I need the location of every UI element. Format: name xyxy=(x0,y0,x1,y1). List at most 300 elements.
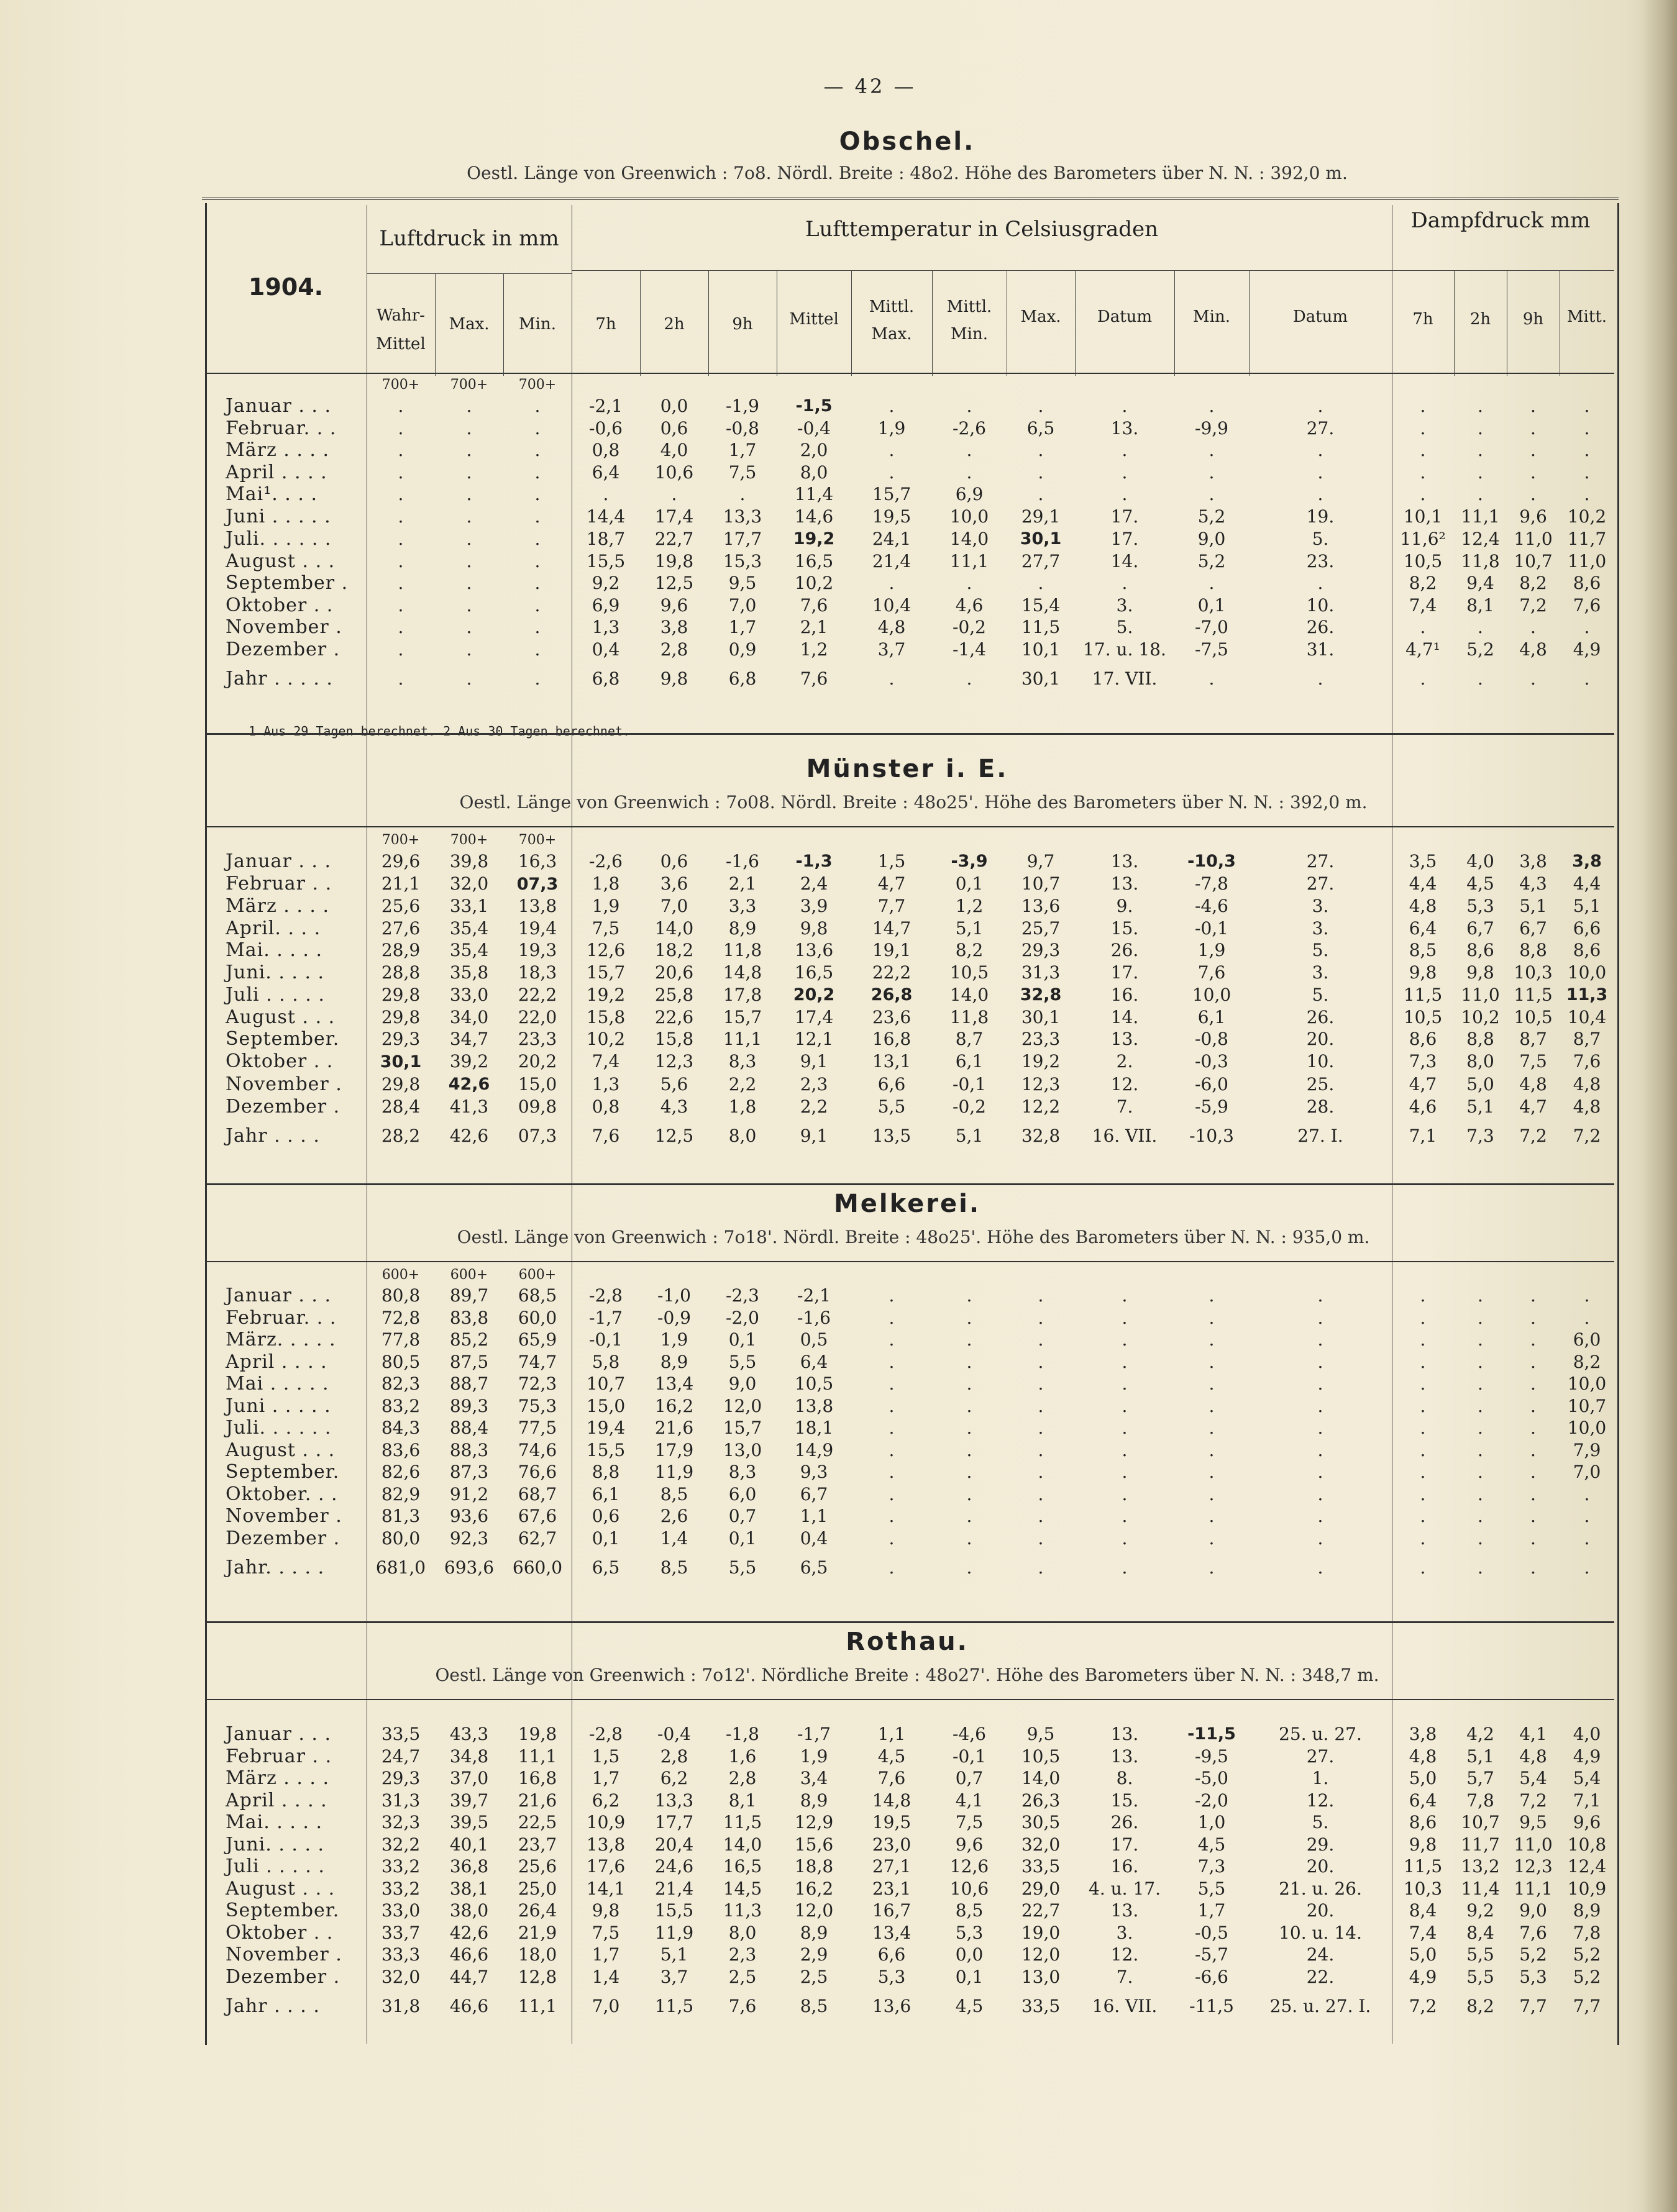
data-cell: 6,1 xyxy=(955,1051,984,1072)
data-cell: 8,0 xyxy=(800,462,828,483)
data-cell: . xyxy=(889,395,895,416)
data-cell: . xyxy=(889,1557,895,1578)
data-cell: 1,7 xyxy=(592,1768,620,1788)
data-cell: 12,3 xyxy=(1514,1856,1553,1877)
data-cell: 28. xyxy=(1306,1096,1335,1117)
data-cell: 8,8 xyxy=(1519,940,1547,960)
data-cell: 8,3 xyxy=(728,1462,757,1482)
data-cell: 3. xyxy=(1312,896,1329,916)
data-cell: 15,4 xyxy=(1021,594,1061,616)
data-cell: 18,0 xyxy=(518,1944,557,1965)
data-cell: . xyxy=(1530,1351,1536,1372)
data-cell: 7,0 xyxy=(1573,1462,1601,1482)
data-cell: 10,7 xyxy=(1567,1395,1607,1416)
data-cell: . xyxy=(534,395,541,416)
data-cell: . xyxy=(1038,1506,1044,1526)
header-rule-druck xyxy=(367,273,572,274)
data-cell: 1,8 xyxy=(728,1096,757,1117)
data-cell: 13. xyxy=(1110,1723,1139,1744)
data-cell: 4,8 xyxy=(1519,639,1547,660)
data-cell: 6,9 xyxy=(592,594,620,616)
month-label: Juni . . . . . xyxy=(226,505,331,527)
data-cell: 11,9 xyxy=(654,1462,694,1482)
data-cell: 9,2 xyxy=(1466,1900,1494,1921)
data-cell: 5,3 xyxy=(877,1966,906,1987)
data-cell: . xyxy=(1038,395,1044,416)
data-cell: . xyxy=(1530,617,1536,637)
data-cell: . xyxy=(1038,573,1044,593)
data-cell: 1,5 xyxy=(592,1745,620,1767)
data-cell: 17. u. 18. xyxy=(1083,639,1166,660)
data-cell: 23,3 xyxy=(518,1029,557,1049)
month-label: Dezember . xyxy=(226,638,340,660)
data-cell: 10,1 xyxy=(1021,639,1061,660)
month-label: November . xyxy=(226,616,342,638)
data-cell: 2,8 xyxy=(660,1745,688,1767)
data-cell: 44,7 xyxy=(449,1966,489,1987)
data-cell: 25,6 xyxy=(381,896,421,916)
data-cell: 77,8 xyxy=(381,1329,421,1350)
data-cell: . xyxy=(1420,440,1426,460)
data-cell: 17,6 xyxy=(586,1856,626,1877)
header-lufttemperatur: Lufttemperatur in Celsiusgraden xyxy=(805,217,1159,242)
data-cell: 5,2 xyxy=(1573,1944,1601,1965)
data-cell: 72,8 xyxy=(381,1307,421,1328)
data-cell: 2,3 xyxy=(800,1073,828,1095)
data-cell: 30,1 xyxy=(1021,668,1061,689)
data-cell: 12,6 xyxy=(949,1856,989,1877)
data-cell: . xyxy=(889,1439,895,1460)
data-cell: 82,6 xyxy=(381,1462,421,1482)
data-cell: 25. u. 27. I. xyxy=(1269,1996,1371,2016)
data-cell: 28,4 xyxy=(381,1096,421,1117)
data-cell: 8,5 xyxy=(660,1483,688,1504)
data-cell: 68,7 xyxy=(518,1483,557,1504)
data-cell: 35,4 xyxy=(449,917,489,939)
base-row-spacer xyxy=(1249,1704,1392,1723)
data-cell: . xyxy=(1122,395,1128,416)
data-cell: 1,9 xyxy=(592,896,620,916)
data-cell: 9,6 xyxy=(1573,1812,1601,1832)
data-cell: 5,4 xyxy=(1573,1768,1601,1788)
data-cell: . xyxy=(889,1483,895,1504)
data-cell: 16,2 xyxy=(794,1878,834,1899)
data-cell: 15. xyxy=(1110,1790,1139,1811)
data-cell: 21. u. 26. xyxy=(1279,1878,1362,1899)
data-cell: . xyxy=(1420,617,1426,637)
data-cell: 5,0 xyxy=(1409,1944,1437,1965)
base-row-spacer xyxy=(1560,1266,1614,1285)
station-subtitle-rothau: Oestl. Länge von Greenwich : 7o12'. Nördliche Breite : 48o27'. Höhe des Barometers über N. N. : 348,7 m. xyxy=(435,1665,1379,1685)
data-cell: 13,4 xyxy=(872,1922,912,1943)
data-cell: 18,8 xyxy=(794,1856,834,1877)
data-cell: -0,9 xyxy=(657,1307,691,1328)
section-divider xyxy=(207,733,1614,735)
data-cell: . xyxy=(1122,1483,1128,1504)
data-cell: . xyxy=(966,1307,972,1328)
month-label: Mai. . . . . xyxy=(226,939,323,961)
month-label: April. . . . xyxy=(226,917,321,939)
data-cell: . xyxy=(466,440,472,460)
data-cell: 07,3 xyxy=(518,1126,557,1146)
data-cell: 15,0 xyxy=(586,1395,626,1416)
base-row-spacer xyxy=(207,376,367,394)
data-cell: . xyxy=(966,1395,972,1416)
data-cell: 4,8 xyxy=(1519,1073,1547,1095)
base-value-cell xyxy=(503,1704,572,1723)
data-cell: 9,5 xyxy=(1519,1812,1547,1832)
base-row-spacer xyxy=(572,1266,640,1285)
data-cell: 92,3 xyxy=(449,1527,489,1549)
data-cell: . xyxy=(1530,1557,1536,1578)
data-cell: 29,8 xyxy=(381,984,421,1005)
data-cell: 1,4 xyxy=(592,1966,620,1987)
data-cell: 42,6 xyxy=(449,1126,489,1146)
base-row-spacer xyxy=(207,831,367,850)
data-cell: . xyxy=(1209,395,1215,416)
data-cell: 15,6 xyxy=(794,1834,834,1855)
data-cell: 13,3 xyxy=(723,506,762,527)
data-cell: . xyxy=(1209,1285,1215,1306)
col-header-temp-9h: 9h xyxy=(732,315,753,334)
table-row xyxy=(207,1878,1614,1900)
base-row-spacer xyxy=(1249,1266,1392,1285)
data-cell: . xyxy=(1209,668,1215,689)
base-row-spacer xyxy=(1075,376,1174,394)
table-base-row xyxy=(207,831,1614,850)
base-value-cell: 600+ xyxy=(518,1267,557,1283)
data-cell: 7,3 xyxy=(1409,1051,1437,1072)
data-cell: 8,9 xyxy=(728,917,757,939)
data-cell: 40,1 xyxy=(449,1834,489,1855)
data-cell: 12,5 xyxy=(654,573,694,593)
data-cell: 9,6 xyxy=(955,1834,984,1855)
data-cell: 12,1 xyxy=(794,1029,834,1049)
section-top-rule xyxy=(207,1261,1614,1262)
data-cell: 16,2 xyxy=(654,1395,694,1416)
data-cell: 22,2 xyxy=(518,984,557,1005)
data-cell: 4,8 xyxy=(1409,896,1437,916)
data-cell: 0,6 xyxy=(660,850,688,872)
data-cell: 17,7 xyxy=(654,1812,694,1832)
month-label: Jahr. . . . . xyxy=(226,1557,325,1578)
data-cell: 33,2 xyxy=(381,1878,421,1899)
data-cell: 10. xyxy=(1306,594,1335,616)
data-cell: 8,4 xyxy=(1466,1922,1494,1943)
base-row-spacer xyxy=(1560,376,1614,394)
data-cell: 1,6 xyxy=(728,1745,757,1767)
base-row-spacer xyxy=(1174,376,1249,394)
data-cell: 26. xyxy=(1306,1006,1335,1027)
data-cell: . xyxy=(466,668,472,689)
data-cell: 681,0 xyxy=(375,1557,426,1578)
table-row xyxy=(207,572,1614,594)
base-row-spacer xyxy=(851,376,932,394)
data-cell: 22,0 xyxy=(518,1006,557,1027)
data-cell: 39,2 xyxy=(449,1051,489,1072)
data-cell: . xyxy=(1584,1506,1590,1526)
month-label: Jahr . . . . xyxy=(226,1995,320,2017)
data-cell: 82,3 xyxy=(381,1373,421,1394)
data-cell: . xyxy=(966,462,972,483)
data-cell: 5,1 xyxy=(955,1126,984,1146)
data-cell: . xyxy=(534,528,541,549)
base-row-spacer xyxy=(572,1704,640,1723)
data-cell: 7,5 xyxy=(592,1922,620,1943)
data-cell: 1,0 xyxy=(1197,1812,1226,1832)
data-cell: 8,0 xyxy=(728,1126,757,1146)
data-cell: 88,3 xyxy=(449,1439,489,1460)
data-cell: . xyxy=(1420,484,1426,504)
data-cell: . xyxy=(966,395,972,416)
data-cell: . xyxy=(889,1418,895,1438)
data-cell: 23,6 xyxy=(872,1006,912,1027)
data-cell: 4,3 xyxy=(660,1096,688,1117)
month-label: Mai. . . . . xyxy=(226,1811,323,1833)
data-cell: . xyxy=(1530,484,1536,504)
base-row-spacer xyxy=(1007,831,1075,850)
data-cell: 7,7 xyxy=(1519,1996,1547,2016)
base-row-spacer xyxy=(708,831,777,850)
data-cell: 12,3 xyxy=(1021,1073,1061,1095)
data-cell: . xyxy=(889,1506,895,1526)
data-cell: . xyxy=(1530,668,1536,689)
data-cell: . xyxy=(1209,1439,1215,1460)
data-cell: . xyxy=(1209,1527,1215,1549)
data-cell: 10,7 xyxy=(1021,873,1061,894)
data-cell: 11,0 xyxy=(1567,550,1607,571)
base-row-spacer xyxy=(932,376,1007,394)
data-cell: . xyxy=(1122,1506,1128,1526)
data-cell: . xyxy=(534,617,541,637)
data-cell: 32,2 xyxy=(381,1834,421,1855)
data-cell: . xyxy=(603,484,609,504)
data-cell: . xyxy=(889,1285,895,1306)
data-cell: 10,5 xyxy=(949,962,989,983)
data-cell: 14,4 xyxy=(586,506,626,527)
data-cell: 19,2 xyxy=(586,984,626,1005)
data-cell: . xyxy=(1478,1329,1483,1350)
data-cell: -0,4 xyxy=(797,417,831,439)
data-cell: . xyxy=(398,594,404,616)
data-cell: 9,8 xyxy=(1466,962,1494,983)
data-cell: . xyxy=(1209,1483,1215,1504)
footnote-obschel: 1 Aus 29 Tagen berechnet. 2 Aus 30 Tagen berechnet. xyxy=(249,724,631,739)
data-cell: 32,8 xyxy=(1021,1126,1061,1146)
base-row-spacer xyxy=(1392,831,1454,850)
data-cell: 60,0 xyxy=(518,1307,557,1328)
data-cell: 17,4 xyxy=(654,506,694,527)
data-cell: 14. xyxy=(1110,1006,1139,1027)
data-cell: 6,8 xyxy=(592,668,620,689)
data-cell: . xyxy=(1478,1506,1483,1526)
data-cell: 4,9 xyxy=(1573,639,1601,660)
data-cell: 9,0 xyxy=(728,1373,757,1394)
data-cell: 10,0 xyxy=(1192,984,1231,1005)
data-cell: 9,8 xyxy=(1409,1834,1437,1855)
data-cell: 8,0 xyxy=(1466,1051,1494,1072)
data-cell: 13,0 xyxy=(1021,1966,1061,1987)
data-cell: . xyxy=(466,573,472,593)
data-cell: 10,9 xyxy=(586,1812,626,1832)
data-cell: 75,3 xyxy=(518,1395,557,1416)
data-cell: 14,7 xyxy=(872,917,912,939)
data-cell: 5. xyxy=(1312,984,1329,1005)
data-cell: 7,8 xyxy=(1573,1922,1601,1943)
data-cell: 5,6 xyxy=(660,1073,688,1095)
base-value-cell: 700+ xyxy=(382,377,420,393)
data-cell: . xyxy=(1209,484,1215,504)
base-row-spacer xyxy=(851,1266,932,1285)
data-cell: . xyxy=(1420,1351,1426,1372)
data-cell: 11,4 xyxy=(794,484,834,504)
data-cell: . xyxy=(466,395,472,416)
data-cell: 12,0 xyxy=(723,1395,762,1416)
data-cell: . xyxy=(966,1373,972,1394)
data-cell: 7,3 xyxy=(1466,1126,1494,1146)
data-cell: 25. xyxy=(1306,1073,1335,1095)
data-cell: . xyxy=(466,550,472,571)
data-cell: 0,1 xyxy=(592,1527,620,1549)
data-cell: 19,8 xyxy=(518,1723,557,1744)
month-label: Jahr . . . . . xyxy=(226,668,333,690)
data-cell: 3,5 xyxy=(1409,850,1437,872)
data-cell: . xyxy=(1584,462,1590,483)
data-cell: . xyxy=(1122,484,1128,504)
data-cell: 18,2 xyxy=(654,940,694,960)
data-cell: 33,3 xyxy=(381,1944,421,1965)
data-cell: 16,7 xyxy=(872,1900,912,1921)
data-cell: 29. xyxy=(1306,1834,1335,1855)
base-row-spacer xyxy=(708,1704,777,1723)
data-cell: 13,5 xyxy=(872,1126,912,1146)
data-cell: 9,8 xyxy=(592,1900,620,1921)
table-row xyxy=(207,939,1614,962)
data-cell: . xyxy=(398,528,404,549)
data-cell: 0,6 xyxy=(660,417,688,439)
data-cell: 9,6 xyxy=(1519,506,1547,527)
table-row xyxy=(207,1050,1614,1073)
data-cell: . xyxy=(1038,1373,1044,1394)
data-cell: . xyxy=(1209,1351,1215,1372)
data-cell xyxy=(777,527,851,550)
month-label: Oktober . . xyxy=(226,1050,334,1072)
base-row-spacer xyxy=(777,1704,851,1723)
data-cell: 9,3 xyxy=(800,1462,828,1482)
data-cell: 0,8 xyxy=(592,1096,620,1117)
data-cell: 8,9 xyxy=(800,1790,828,1811)
data-cell: . xyxy=(1530,1462,1536,1482)
data-cell: . xyxy=(1420,1557,1426,1578)
table-row xyxy=(207,1073,1614,1096)
data-cell: 15. xyxy=(1110,917,1139,939)
data-cell: . xyxy=(398,506,404,527)
data-cell: . xyxy=(1209,1329,1215,1350)
data-cell: 10,3 xyxy=(1514,962,1553,983)
data-cell: . xyxy=(1122,1527,1128,1549)
data-cell: 31,3 xyxy=(1021,962,1061,983)
data-cell: -6,6 xyxy=(1195,1966,1228,1987)
data-cell: 7,2 xyxy=(1519,594,1547,616)
bold-value: -1,3 xyxy=(795,852,833,871)
data-cell: 62,7 xyxy=(518,1527,557,1549)
month-label: März . . . . xyxy=(226,895,330,917)
data-cell: 2,0 xyxy=(800,440,828,460)
data-cell: . xyxy=(1530,417,1536,439)
data-cell: 7,0 xyxy=(660,896,688,916)
data-cell: 33,5 xyxy=(1021,1996,1061,2016)
data-cell: 3,6 xyxy=(660,873,688,894)
data-cell: 9,6 xyxy=(660,594,688,616)
bold-value: 20,2 xyxy=(793,985,835,1004)
base-row-spacer xyxy=(1392,376,1454,394)
bold-value: 30,1 xyxy=(1020,529,1062,548)
data-cell: 33,0 xyxy=(381,1900,421,1921)
data-cell: . xyxy=(1122,1557,1128,1578)
data-cell: 4,0 xyxy=(660,440,688,460)
data-cell: 39,7 xyxy=(449,1790,489,1811)
data-cell: 2,1 xyxy=(800,617,828,637)
data-cell: 6,2 xyxy=(592,1790,620,1811)
data-cell: . xyxy=(1038,1483,1044,1504)
data-cell: 10,9 xyxy=(1567,1878,1607,1899)
data-cell: 7,5 xyxy=(728,462,757,483)
data-cell: 72,3 xyxy=(518,1373,557,1394)
data-cell: 68,5 xyxy=(518,1285,557,1306)
data-cell: -0,4 xyxy=(657,1723,691,1744)
data-cell: 10,5 xyxy=(1403,550,1443,571)
data-cell: -0,1 xyxy=(589,1329,623,1350)
data-cell: 19,5 xyxy=(872,506,912,527)
table-row xyxy=(207,1723,1614,1745)
data-cell xyxy=(1560,983,1614,1006)
data-cell: -0,3 xyxy=(1195,1051,1228,1072)
data-cell: 1,4 xyxy=(660,1527,688,1549)
data-cell: . xyxy=(1038,1557,1044,1578)
data-cell: 7,2 xyxy=(1573,1126,1601,1146)
data-cell: 10,2 xyxy=(794,573,834,593)
data-cell: . xyxy=(1584,617,1590,637)
data-cell: 11,5 xyxy=(654,1996,694,2016)
data-cell: 23,1 xyxy=(872,1878,912,1899)
data-cell: 4,7 xyxy=(1409,1073,1437,1095)
data-cell: 15,8 xyxy=(654,1029,694,1049)
month-label: April . . . . xyxy=(226,1350,327,1373)
data-cell: 28,2 xyxy=(381,1126,421,1146)
data-cell: 5,3 xyxy=(1466,896,1494,916)
data-cell: 22. xyxy=(1306,1966,1335,1987)
data-cell: . xyxy=(1209,573,1215,593)
data-cell: 23. xyxy=(1306,550,1335,571)
station-table-rothau xyxy=(207,1704,1614,2025)
data-cell: 19,3 xyxy=(518,940,557,960)
data-cell: 7,6 xyxy=(800,668,828,689)
table-base-row xyxy=(207,1704,1614,1723)
data-cell: 5,8 xyxy=(592,1351,620,1372)
data-cell: 7,7 xyxy=(877,896,906,916)
data-cell: . xyxy=(1122,1307,1128,1328)
data-cell: 24,7 xyxy=(381,1745,421,1767)
base-row-spacer xyxy=(1454,1266,1507,1285)
data-cell: 10,5 xyxy=(1514,1006,1553,1027)
data-cell: . xyxy=(534,417,541,439)
base-row-spacer xyxy=(640,376,708,394)
data-cell: 2,5 xyxy=(800,1966,828,1987)
data-cell: . xyxy=(1478,1395,1483,1416)
data-cell: -1,7 xyxy=(589,1307,623,1328)
table-row xyxy=(207,1395,1614,1418)
table-row xyxy=(207,1767,1614,1790)
